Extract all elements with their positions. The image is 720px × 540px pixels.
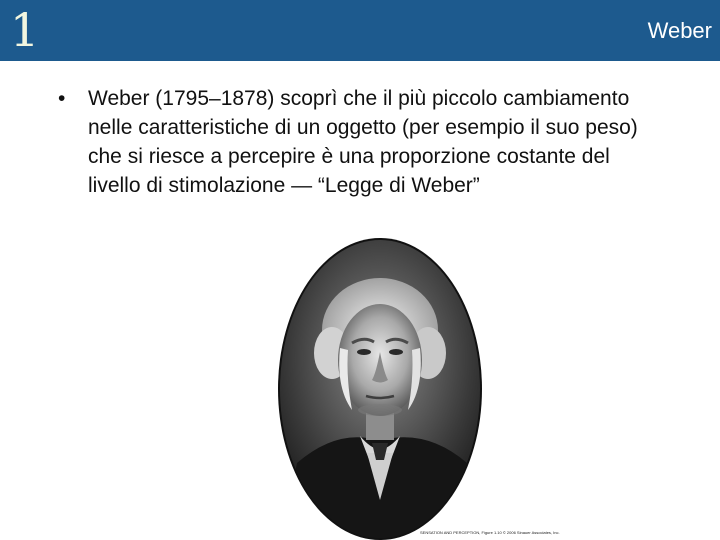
slide-title: Weber xyxy=(647,18,712,43)
weber-portrait xyxy=(272,238,488,540)
image-caption: SENSATION AND PERCEPTION, Figure 1.10 © 2006 Sinauer Associates, Inc. xyxy=(420,530,560,535)
slide-header xyxy=(0,0,720,61)
bullet-icon: • xyxy=(58,87,66,110)
portrait-image xyxy=(272,238,488,540)
bullet-item xyxy=(58,84,658,200)
slide-number: 1 xyxy=(10,3,40,57)
bullet-text: Weber (1795–1878) scoprì che il più piccolo cambiamento nelle caratteristiche di un oggetto (per esempio il suo peso) che si riesce a percepire è una proporzione costante del livello di stimolazione — “Legge di Weber” xyxy=(88,87,638,197)
